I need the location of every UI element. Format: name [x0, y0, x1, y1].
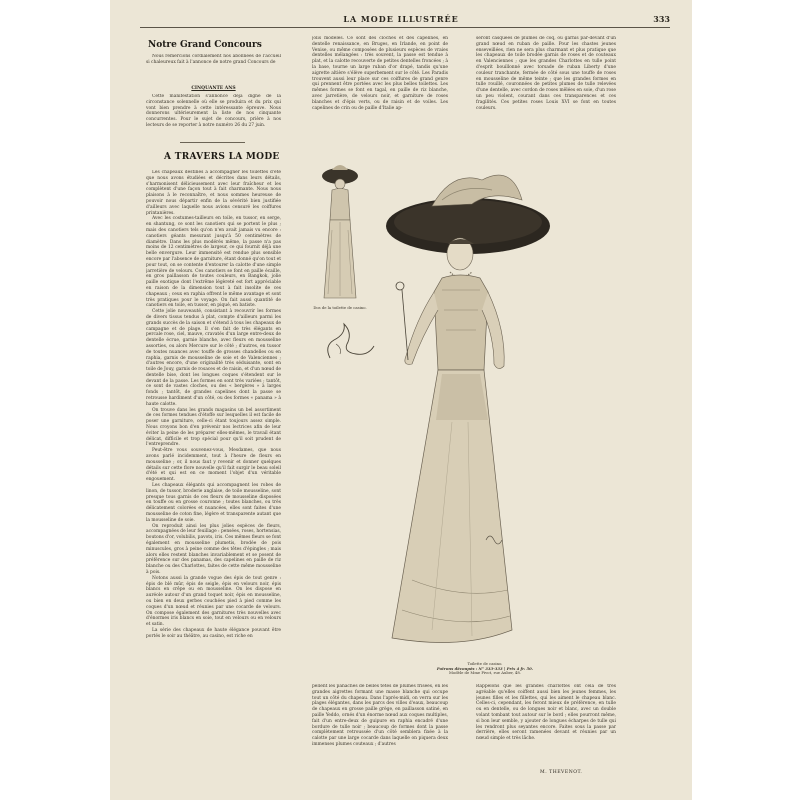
- contest-subheading: CINQUANTE ANS: [191, 86, 236, 91]
- article-paragraph: Notons aussi la grande vogue des épis de tout genre : épis de blé mûr, épis de seigle, épis en velours noir, épis blancs en crêpe ou en mousseline. On les dispose en auréole autour d'un grand toquet noir, épis en mousseline, ou bien en deux gerbes couchées pied à pied comme les coques d'un nœud et réunies par une cocarde de velours. On compose également des garnitures très nouvelles avec d'énormes iris blancs en soie, tout en velours ou en velours et satin.: [146, 575, 281, 628]
- main-figure-casino-gown: [372, 160, 552, 664]
- article-paragraph: seront casquées de plumes de coq, ou garnis par-devant d'un grand nœud en ruban de paille. Pour les chastes jeunes enseveillées, rien ne sera plus charmant et plus pratique que les chapeaux de toile brodée garnis de roses et de couteaux en Valenciennes ; que les grandes Charlottes en tulle point d'esprit bouillonné avec torsade de ruban Liberty d'une couleur tranchante, fermée de côté sous une touffe de roses en mousseline de même teinte ; que les grandes formes en tulle rouillé, couronnées de petites plumes de tulle relevées d'une dentelle, avec cordon de roses mêlées en soie, d'un rose un peu violent, courant dans ces transparences et ces fragilités. Ces petites roses Louis XVI se font en toutes couleurs.: [476, 36, 616, 111]
- header-rule: [140, 27, 670, 28]
- magazine-title: LA MODE ILLUSTRÉE: [343, 14, 459, 24]
- article-paragraph: Les chapeaux destinés à accompagner les toilettes d'été que nous avons étudiées et décrites dans leurs détails, s'harmonisent délicieusement avec leur fraîcheur et les complètent d'une façon tout à fait charmante. Nous nous plaisons à le reconnaître, et nous sommes heureuse de pouvoir nous départir enfin de la sévérité bien justifiée d'ailleurs avec laquelle nous avions censuré les coiffures printanières.: [146, 170, 281, 216]
- contest-body-text: Cette manifestation s'annonce déjà digne de la circonstance solennelle où elle se produira et du prix qui vont bien prendre à cette intéressante épreuve. Nous donnerons ultérieurement la liste de nos cinquante concurrentes. Pour le sujet de concours, prière à nos lecteurs de se reporter à notre numéro 26 du 27 juin.: [146, 94, 281, 128]
- main-figure-caption: [410, 662, 560, 676]
- article-paragraph: Les chapeaux élégants qui accompagnent les robes de linon, de tussor, broderie anglaise, de toile mousseline, sont presque tous garnis de ces fleurs de mousseline disposées en touffe ou en grosse couronne ; toutes blanches, ou très délicatement colorées et nuancées, elles sont faites d'une mousseline de coton fine, légère et transparente autant que la mousseline de soie.: [146, 483, 281, 523]
- section-separator: [180, 142, 245, 143]
- main-figure-credit: Modèle de Mme Pivot, rue Auber, 48.: [449, 670, 521, 676]
- small-figure-caption: Dos de la toilette de casino.: [313, 305, 367, 310]
- magazine-page: [110, 0, 692, 800]
- small-figure-back-view: [310, 160, 370, 310]
- contest-intro-text: Nous remercions cordialement nos abonnées de l'accueil si chaleureux fait à l'annonce de notre grand Concours de: [146, 54, 281, 65]
- page-number: 333: [653, 14, 670, 24]
- article-column-2-top: [312, 36, 448, 160]
- main-figure-title: Toilette de casino.: [467, 661, 503, 666]
- article-paragraph: La série des chapeaux de haute élégance pouvant être portés le soir au théâtre, au casino, est riche en: [146, 627, 281, 639]
- article-paragraph: Rappelons que les grandes charlottes ont cela de très agréable qu'elles coiffent aussi bien les jeunes femmes, les jeunes filles et les fillettes, qui les aiment le chapeau blanc. Celles-ci, cependant, les feront mieux de préférence, en tulle ou en dentelle, ou de longues noir et blanc, avec un double volant tombant tout autour sur le bord ; elles pourront même, si bon leur semble, y ajouter de longues écharpes de tulle qui les rendront plus seyantes encore. Faites sous la passe par derrière, elles seront ramenées devant et réunies par un nœud simple et très lâche.: [476, 684, 616, 742]
- article-paragraph: jolis modèles. Ce sont des cloches et des capelines, en dentelle renaissance, en Bruges, en Irlande, en point de Venise, ou même composées de plusieurs espèces de vraies dentelles mélangées : très souvent, la passe est tendue à plat, et la calotte recouverte de petites dentelles froncées ; à la base, tourne un large ruban d'or drapé, tandis qu'une aigrette altière s'élève superbement sur le côté. Les Paradis trouvent aussi leur place sur ces coiffures de grand genre qui prennent être portées avec les plus belles toilettes. Les mêmes formes se font en tagal, en paille de riz blanche, avec jarretière, de velours noir, et garniture de roses blanches et d'épis verts, ou de raisin et de voiles. Les capelines de crin ou de paille d'Italie ap-: [312, 36, 448, 111]
- article-column-2-bottom: [312, 684, 448, 784]
- author-signature: M. THEVENOT.: [540, 770, 583, 775]
- article-paragraph: pellent les panaches de belles têtes de plumes frisées, en les grandes aigrettes formant une masse blanche qui occupe tout un côté du chapeau. Dans l'après-midi, on verra sur les plages élégantes, dans les parcs des villes d'eaux, beaucoup de chapeaux en grosse paille grège, en paillasson satiné, en paille Yeddo, ornés d'un énorme nœud aux coques multiples, fait d'un entre-deux de guipure en raphia encadré d'une bordure de tulle noir ; beaucoup de formes dont la passe complètement retroussée d'un côté semblera fixée à la calotte par une large cocarde dans laquelle on piquera deux immenses plumes couteaux ; d'autres: [312, 684, 448, 747]
- contest-heading: Notre Grand Concours: [148, 40, 262, 50]
- main-figure-pattern: Patrons découpés : N° 333-333 | Prix 4 fr. 50.: [436, 665, 534, 671]
- article-paragraph: Cette jolie nouveauté, consistant à recouvrir les formes de divers tissus tendus à plat, compte d'ailleurs parmi les grands succès de la saison et s'étend à tous les chapeaux de campagne et de plage. Il s'en fait de très élégants en percale rose, ciel, mauve, cravatés d'un large entre-deux de dentelle écrue, garnie blanche, avec fleurs en mousseline assorties, ou alors Mercure sur le côté ; d'autres, en tussor de toutes nuances avec touffe de grosses chandelles ou en raphia, garnis de mousseline de soie et de Valenciennes ; d'autres encore, d'une originalité très séduisante, sont en toile de Jouy, garnis de rosaces et de raisin, et d'un nœud de dentelle bise, dont les longues coques s'étendent sur le devant de la passe. Les formes en sont très variées ; tantôt, ce sont de vastes cloches, ou des « bergères » à larges fonds ; tantôt, de grandes capelines dont la passe se retrousse hardiment d'un côté, ou des formes « panama » à haute calotte.: [146, 309, 281, 407]
- article-paragraph: Avec les costumes-tailleurs en toile, en tussor, en serge, en shantung, ce sont les canotiers qui se portent le plus ; mais des canotiers tels qu'on n'en avait jamais vu encore : canotiers géants mesurant jusqu'à 50 centimètres de diamètre. Dans les plus modérés même, la passe n'a pas moins de 12 centimètres de largeur, ce qui fournit déjà une belle envergure. Leur immensité est rendue plus sensible encore par l'absence de garniture, étant donné qu'on tout et pour tout, on se contente d'entourer la calotte d'une simple jarretière de velours. Ces canotiers se font en paille écaille, en gros paillasson de toutes couleurs, en Bangkok, jolie paille exotique dont l'extrême légèreté est fort appréciable en raison de la dimension tout à fait insolite de ces chapeaux ; ceux en raphia offrent le même avantage et sont très pratiques pour le voyage. On fait aussi quantité de canotiers en toile, en tussor, en piqué, en batiste.: [146, 216, 281, 309]
- article-column-3-bottom: [476, 684, 616, 768]
- page-header: [110, 14, 692, 28]
- contest-body: [146, 94, 281, 138]
- article-column-3-top: [476, 36, 616, 160]
- article-paragraph: On trouve dans les grands magasins un bel assortiment de ces formes tendues d'étoffe sur lesquelles il est facile de poser une garniture, celle-ci étant toujours assez simple. Nous croyons bon d'en prévenir nos lectrices afin de leur éviter la peine de les préparer elles-mêmes, le travail étant délicat, difficile et trop spécial pour qu'il soit prudent de l'entreprendre.: [146, 407, 281, 448]
- article-column-1: [146, 170, 281, 782]
- article-heading: A TRAVERS LA MODE: [164, 152, 280, 162]
- article-paragraph: On reproduit ainsi les plus jolies espèces de fleurs, accompagnées de leur feuillage : pensées, roses, hortensias, boutons d'or, volubilis, pavots, iris. Ces mêmes fleurs se font également en mousseline plumetis, brodée de pois minuscules, gros à peine comme des têtes d'épingles ; mais alors elles restent blanches invariablement et se posent de préférence sur des panamas, des capelines en paille de riz blanche ou des Charlottes, faites de cette même mousseline à pois.: [146, 523, 281, 575]
- contest-intro: [146, 54, 281, 84]
- article-paragraph: Peut-être vous souvenez-vous, Mesdames, que nous avons parlé incidemment, tout à l'heure de fleurs en mousseline ; or, il nous faut y revenir et donner quelques détails sur cette flore nouvelle qu'il fait surgir le beau soleil d'été et qui est en ce moment l'objet d'un véritable engouement.: [146, 448, 281, 483]
